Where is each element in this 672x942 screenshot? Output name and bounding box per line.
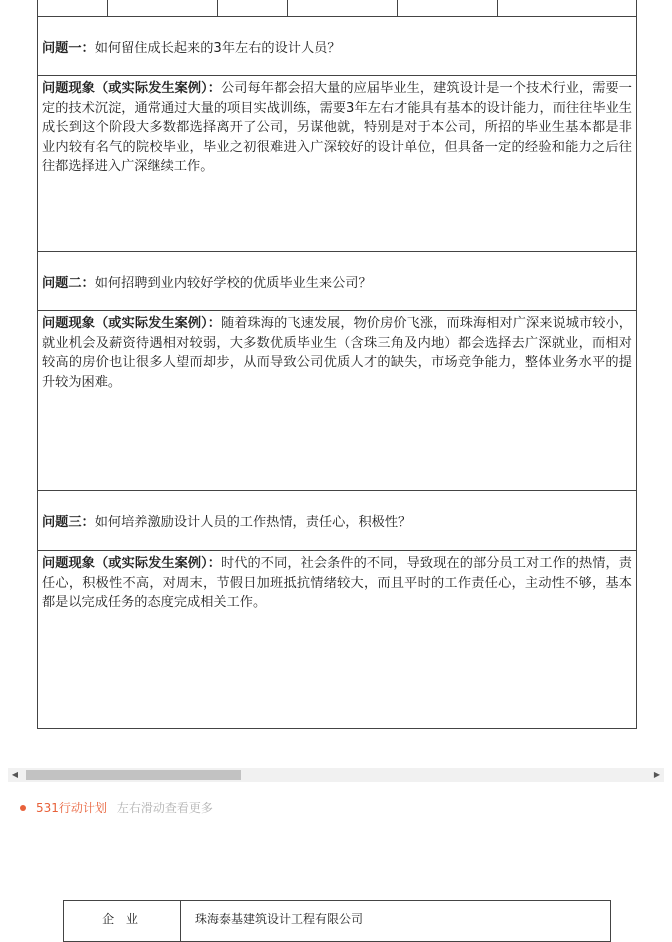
phenomenon-1-label: 问题现象（或实际发生案例）： [42, 81, 222, 96]
company-key-cell: 企 业 [64, 901, 181, 941]
image-caption [20, 799, 213, 816]
caption-hint: 左右滑动查看更多 [116, 801, 213, 815]
phenomenon-2-label: 问题现象（或实际发生案例）： [42, 316, 222, 331]
table-header-cell [398, 0, 498, 16]
question-3-row [38, 491, 636, 551]
company-value-cell: 珠海泰基建筑设计工程有限公司 [195, 912, 364, 926]
scroll-left-arrow-icon[interactable]: ◀ [11, 770, 19, 779]
scrollbar-thumb[interactable] [26, 770, 241, 780]
phenomenon-3-row [38, 551, 636, 729]
document-table [37, 0, 637, 729]
phenomenon-2-text: 随着珠海的飞速发展，物价房价飞涨，而珠海相对广深来说城市较小，就业机会及薪资待遇相对较弱，大多数优质毕业生（含珠三角及内地）都会选择去广深就业，而相对较高的房价也让很多人望而却步，从而导致公司优质人才的缺失，市场竞争能力，整体业务水平的提升较为困难。 [42, 316, 632, 390]
table-header-cell [218, 0, 288, 16]
table-header-cell [38, 0, 108, 16]
table-header-row [38, 0, 636, 17]
scroll-right-arrow-icon[interactable]: ▶ [653, 770, 661, 779]
question-2-label: 问题二： [42, 275, 95, 291]
question-1-row [38, 17, 636, 76]
table-header-cell [288, 0, 398, 16]
question-2-row [38, 252, 636, 311]
phenomenon-1-row [38, 76, 636, 252]
phenomenon-3-text: 时代的不同，社会条件的不同，导致现在的部分员工对工作的热情，责任心，积极性不高，对周末，节假日加班抵抗情绪较大，而且平时的工作责任心，主动性不够，基本都是以完成任务的态度完成相关工作。 [42, 556, 632, 610]
table-header-cell [498, 0, 634, 16]
question-2-text: 如何招聘到业内较好学校的优质毕业生来公司？ [94, 275, 372, 291]
question-1-label: 问题一： [42, 40, 95, 56]
question-3-label: 问题三： [42, 515, 95, 530]
horizontal-scrollbar[interactable] [8, 768, 664, 782]
company-info-table [63, 900, 611, 942]
caption-title: 531行动计划 [36, 801, 107, 815]
phenomenon-2-row [38, 311, 636, 491]
table-header-cell [108, 0, 218, 16]
phenomenon-3-label: 问题现象（或实际发生案例）： [42, 556, 222, 571]
phenomenon-1-text: 公司每年都会招大量的应届毕业生，建筑设计是一个技术行业，需要一定的技术沉淀，通常通过大量的项目实战训练，需要3年左右才能具有基本的设计能力，而往往毕业生成长到这个阶段大多数都选择离开了公司，另谋他就，特别是对于本公司，所招的毕业生基本都是非业内较有名气的院校毕业，毕业之初很难进入广深较好的设计单位，但具备一定的经验和能力之后往往都选择进入广深继续工作。 [42, 81, 632, 174]
question-1-text: 如何留住成长起来的3年左右的设计人员？ [94, 40, 341, 56]
question-3-text: 如何培养激励设计人员的工作热情，责任心，积极性？ [94, 515, 412, 530]
bullet-dot-icon [20, 805, 26, 811]
